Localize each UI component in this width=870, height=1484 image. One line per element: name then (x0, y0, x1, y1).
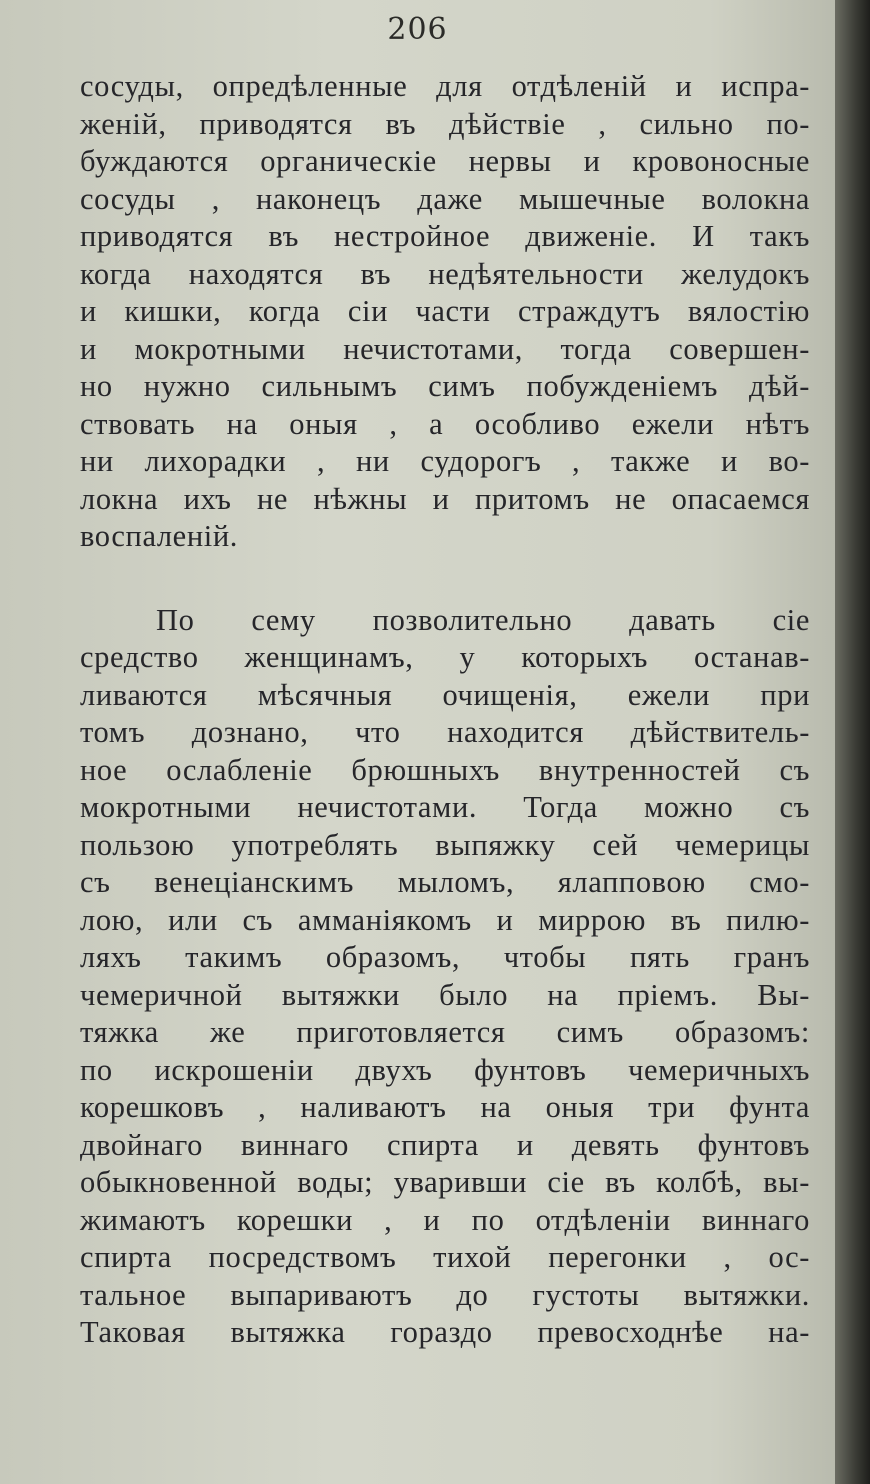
text-line: съ венеціанскимъ мыломъ, ялапповою смо- (80, 865, 810, 899)
paragraph-1 (80, 68, 810, 556)
text-line: По сему позволительно давать сіе (156, 602, 810, 637)
paragraph-gap (80, 556, 810, 602)
text-line: мокротными нечистотами. Тогда можно съ (80, 790, 810, 824)
text-line: сосуды , наконецъ даже мышечные волокна (80, 181, 810, 216)
text-line: ляхъ такимъ образомъ, чтобы пять гранъ (80, 940, 810, 974)
book-spine-edge (835, 0, 870, 1484)
text-line: женій, приводятся въ дѣйствіе , сильно по- (80, 106, 810, 141)
text-line: обыкновенной воды; уваривши сіе въ колбѣ, вы- (80, 1165, 810, 1199)
text-line: и кишки, когда сіи части страждутъ вялостію (80, 294, 810, 328)
text-line: воспаленій. (80, 519, 238, 553)
text-line: но нужно сильнымъ симъ побужденіемъ дѣй- (80, 369, 810, 403)
body-text (80, 68, 810, 1352)
text-line: спирта посредствомъ тихой перегонки , ос- (80, 1240, 810, 1274)
text-line: лою, или съ амманіякомъ и миррою въ пилю- (80, 902, 810, 937)
text-line: Таковая вытяжка гораздо превосходнѣе на- (80, 1315, 810, 1349)
paragraph-2 (80, 602, 810, 1352)
text-line: и мокротными нечистотами, тогда совершен- (80, 331, 810, 366)
text-line: томъ дознано, что находится дѣйствитель- (80, 715, 810, 749)
text-line: буждаются органическіе нервы и кровоносные (80, 144, 810, 178)
text-line: жимаютъ корешки , и по отдѣленіи виннаго (80, 1202, 810, 1237)
text-line: ствовать на оныя , а особливо ежели нѣтъ (80, 406, 810, 441)
text-line: тяжка же приготовляется симъ образомъ: (80, 1015, 810, 1049)
text-line: пользою употреблять выпяжку сей чемерицы (80, 827, 810, 862)
page-number: 206 (387, 12, 448, 47)
text-line: чемеричной вытяжки было на пріемъ. Вы- (80, 977, 810, 1012)
text-line: когда находятся въ недѣятельности желудокъ (80, 256, 810, 291)
text-line: двойнаго виннаго спирта и девять фунтовъ (80, 1127, 810, 1162)
text-line: локна ихъ не нѣжны и притомъ не опасаемся (80, 481, 810, 516)
text-line: средство женщинамъ, у которыхъ останав- (80, 640, 810, 674)
text-line: ни лихорадки , ни судорогъ , также и во- (80, 444, 810, 478)
text-line: тальное выпариваютъ до густоты вытяжки. (80, 1277, 810, 1312)
text-line: приводятся въ нестройное движеніе. И такъ (80, 219, 810, 253)
text-line: корешковъ , наливаютъ на оныя три фунта (80, 1090, 810, 1124)
text-line: по искрошеніи двухъ фунтовъ чемеричныхъ (80, 1052, 810, 1087)
text-line: ное ослабленіе брюшныхъ внутренностей съ (80, 752, 810, 787)
text-line: ливаются мѣсячныя очищенія, ежели при (80, 677, 810, 712)
text-line: сосуды, опредѣленные для отдѣленій и испра- (80, 69, 810, 103)
